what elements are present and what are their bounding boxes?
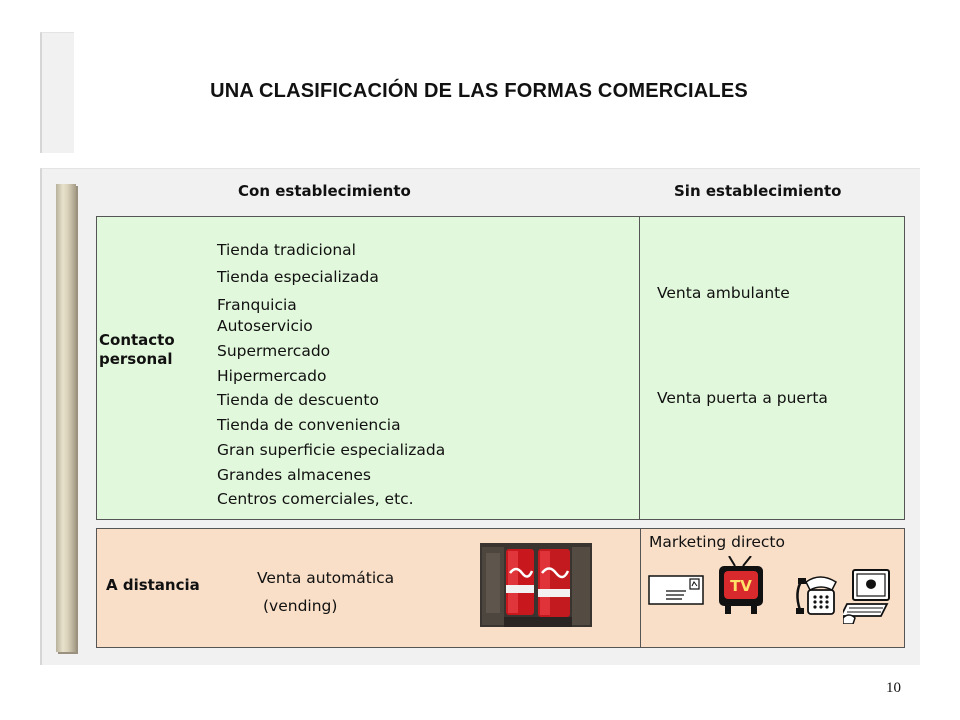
column-header-with-store: Con establecimiento: [238, 182, 411, 200]
television-icon: [717, 556, 765, 616]
list-item: Supermercado: [217, 342, 331, 361]
list-item: Grandes almacenes: [217, 465, 371, 484]
vending-text: Venta automática: [257, 569, 395, 587]
vending-machine-image: [480, 543, 592, 627]
telephone-icon: [792, 574, 838, 618]
column-header-without-store: Sin establecimiento: [674, 182, 842, 200]
with-store-list: [217, 238, 445, 512]
list-item: Tienda tradicional: [217, 241, 356, 259]
venta-ambulante-text: Venta ambulante: [657, 284, 790, 302]
list-item: Tienda de conveniencia: [217, 416, 401, 435]
cell-personal-without-store: [640, 216, 905, 520]
list-item: Franquicia: [217, 295, 297, 314]
list-item: Centros comerciales, etc.: [217, 490, 414, 509]
venta-puerta-text: Venta puerta a puerta: [657, 389, 828, 407]
envelope-icon: [648, 575, 704, 605]
computer-icon: [843, 568, 893, 624]
slide-title: UNA CLASIFICACIÓN DE LAS FORMAS COMERCIALES: [210, 80, 748, 102]
direct-marketing-text: Marketing directo: [649, 533, 785, 551]
decorative-bar: [56, 184, 76, 652]
list-item: Tienda especializada: [217, 267, 379, 286]
list-item: Autoservicio: [217, 317, 313, 336]
row-label-personal: Contacto personal: [99, 331, 175, 368]
svg-text:TV: TV: [730, 577, 752, 595]
page-number: 10: [886, 680, 901, 696]
list-item: Gran superficie especializada: [217, 440, 446, 459]
list-item: Tienda de descuento: [217, 391, 379, 410]
list-item: Hipermercado: [217, 366, 327, 385]
row-label-distance: A distancia: [106, 576, 200, 594]
vending-subtext: (vending): [263, 597, 338, 615]
